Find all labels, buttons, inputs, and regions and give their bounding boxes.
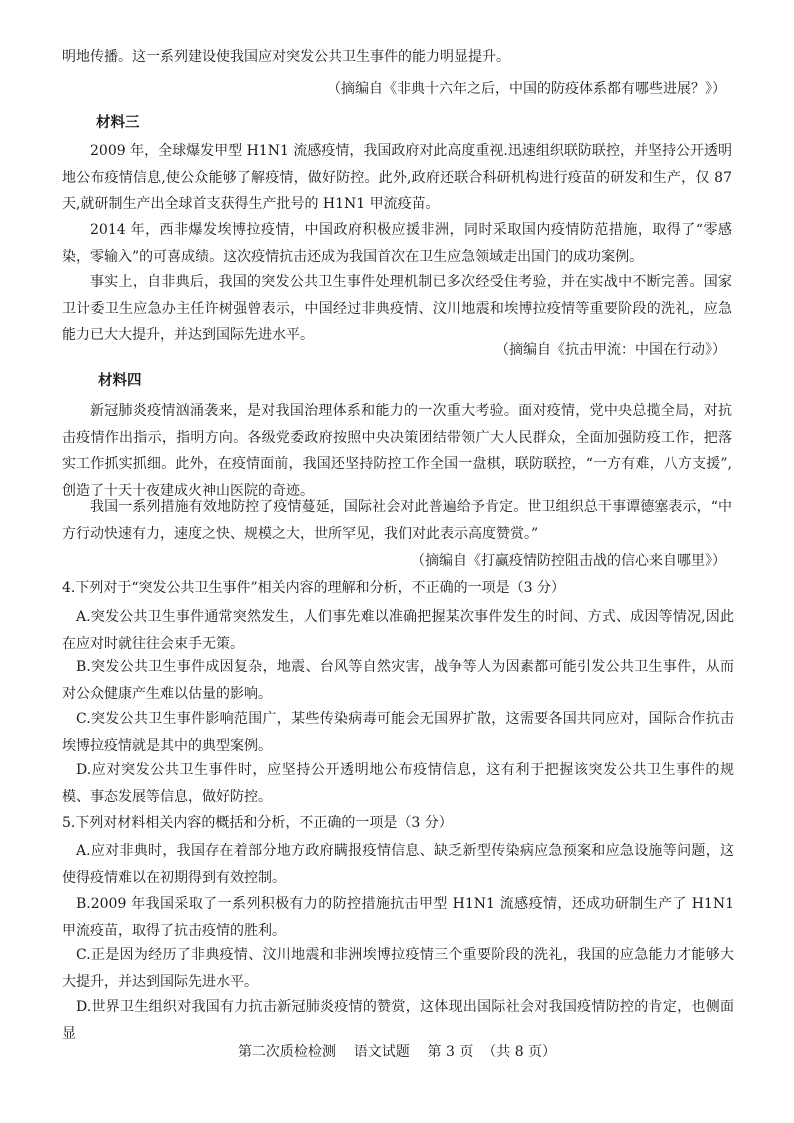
material-4-paragraph-1: 新冠肺炎疫情汹涌袭来，是对我国治理体系和能力的一次重大考验。面对疫情，党中央总揽全局，对抗击疫情作出指示，指明方向。各级党委政府按照中央决策团结带领广大人民群众，全面加强防疫工作，把落实工作抓实抓细。此外，在疫情面前，我国还坚持防控工作全国一盘棋，联防联控，“一方有难，八方支援”,创造了十天十夜建成火神山医院的奇迹。 [62, 403, 732, 499]
material-4-heading: 材料四 [98, 373, 142, 389]
material-4-source: （摘编自《打赢疫情防控阻击战的信心来自哪里》） [411, 553, 726, 569]
material-2-tail: 明地传播。这一系列建设使我国应对突发公共卫生事件的能力明显提升。 [62, 49, 510, 65]
question-5-option-a: A.应对非典时，我国存在着部分地方政府瞒报疫情信息、缺乏新型传染病应急预案和应急设施等问题，这使得疫情难以在初期得到有效控制。 [62, 843, 734, 886]
question-4-option-b: B.突发公共卫生事件成因复杂，地震、台风等自然灾害，战争等人为因素都可能引发公共卫生事件，从而对公众健康产生难以估量的影响。 [62, 659, 734, 702]
question-4-stem: 4.下列对于“突发公共卫生事件”相关内容的理解和分析，不正确的一项是（3 分） [62, 580, 566, 596]
material-4-paragraph-2: 我国一系列措施有效地防控了疫情蔓延，国际社会对此普遍给予肯定。世卫组织总干事谭德塞表示，“中方行动快速有力，速度之快、规模之大，世所罕见，我们对此表示高度赞赏。” [62, 499, 732, 542]
material-3-source: （摘编自《抗击甲流：中国在行动》） [495, 342, 726, 358]
material-3-heading: 材料三 [96, 115, 140, 131]
material-3-paragraph-3: 事实上，自非典后，我国的突发公共卫生事件处理机制已多次经受住考验，并在实战中不断完善。国家卫计委卫生应急办主任许树强曾表示，中国经过非典疫情、汶川地震和埃博拉疫情等重要阶段的洗礼，应急能力已大大提升，并达到国际先进水平。 [62, 274, 732, 343]
material-2-source: （摘编自《非典十六年之后，中国的防疫体系都有哪些进展？》） [327, 81, 726, 97]
question-5-option-d: D.世界卫生组织对我国有力抗击新冠肺炎疫情的赞赏，这体现出国际社会对我国疫情防控的肯定，也侧面显 [62, 999, 734, 1042]
question-4-option-a: A.突发公共卫生事件通常突然发生，人们事先难以准确把握某次事件发生的时间、方式、成因等情况,因此在应对时就往往会束手无策。 [62, 609, 734, 652]
question-5-stem: 5.下列对材料相关内容的概括和分析，不正确的一项是（3 分） [62, 815, 453, 831]
question-4-option-c: C.突发公共卫生事件影响范围广，某些传染病毒可能会无国界扩散，这需要各国共同应对，国际合作抗击埃博拉疫情就是其中的典型案例。 [62, 711, 734, 754]
question-4-option-d: D.应对突发公共卫生事件时，应坚持公开透明地公布疫情信息，这有利于把握该突发公共卫生事件的规模、事态发展等信息，做好防控。 [62, 762, 734, 805]
page-footer: 第二次质检检测 语文试题 第 3 页 （共 8 页） [237, 1044, 557, 1060]
material-3-paragraph-1: 2009 年，全球爆发甲型 H1N1 流感疫情，我国政府对此高度重视.迅速组织联防联控，并坚持公开透明地公布疫情信息,使公众能够了解疫情，做好防控。此外,政府还联合科研机构进行疫苗的研发和生产，仅 87 天,就研制生产出全球首支获得生产批号的 H1N1 甲流疫苗。 [62, 143, 732, 212]
material-3-paragraph-2: 2014 年，西非爆发埃博拉疫情，中国政府积极应援非洲，同时采取国内疫情防范措施，取得了“零感染，零输入”的可喜成绩。这次疫情抗击还成为我国首次在卫生应急领域走出国门的成功案例。 [62, 222, 732, 265]
question-5-option-b: B.2009 年我国采取了一系列积极有力的防控措施抗击甲型 H1N1 流感疫情，还成功研制生产了 H1N1 甲流疫苗，取得了抗击疫情的胜利。 [62, 896, 734, 939]
question-5-option-c: C.正是因为经历了非典疫情、汶川地震和非洲埃博拉疫情三个重要阶段的洗礼，我国的应急能力才能够大大提升，并达到国际先进水平。 [62, 947, 734, 990]
